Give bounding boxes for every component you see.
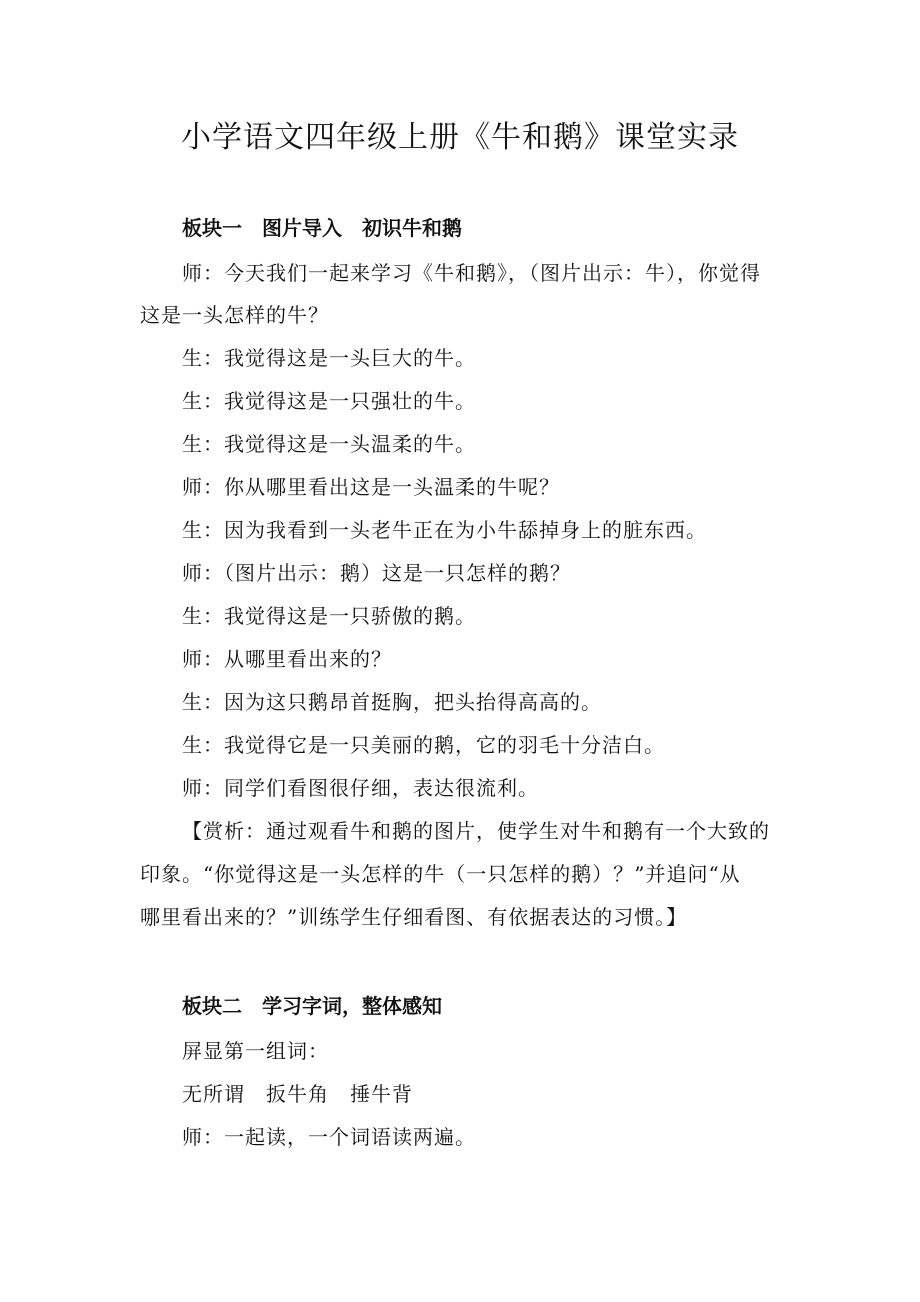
paragraph-line: 屏显第一组词： xyxy=(182,1039,329,1063)
paragraph-line: 师：你从哪里看出这是一头温柔的牛呢？ xyxy=(182,475,560,499)
paragraph-line: 师：一起读，一个词语读两遍。 xyxy=(182,1125,476,1149)
paragraph-line: 【赏析：通过观看牛和鹅的图片，使学生对牛和鹅有一个大致的 xyxy=(182,819,770,843)
paragraph-line: 师：（图片出示：鹅）这是一只怎样的鹅？ xyxy=(182,561,571,585)
paragraph-line: 师：同学们看图很仔细，表达很流利。 xyxy=(182,776,539,800)
paragraph-line: 生：因为这只鹅昂首挺胸，把头抬得高高的。 xyxy=(182,690,602,714)
paragraph-line: 印象。“你觉得这是一头怎样的牛（一只怎样的鹅）？”并追问“从 xyxy=(140,862,741,886)
paragraph-line: 师：今天我们一起来学习《牛和鹅》，（图片出示：牛），你觉得 xyxy=(182,261,761,285)
word-list: 无所谓 扳牛角 捶牛背 xyxy=(182,1082,413,1106)
paragraph-line: 生：我觉得它是一只美丽的鹅，它的羽毛十分洁白。 xyxy=(182,733,665,757)
paragraph-line: 生：我觉得这是一只强壮的牛。 xyxy=(182,389,476,413)
section-1-heading: 板块一 图片导入 初识牛和鹅 xyxy=(182,216,462,240)
paragraph-line: 师：从哪里看出来的？ xyxy=(182,647,392,671)
paragraph-line: 生：我觉得这是一头巨大的牛。 xyxy=(182,346,476,370)
paragraph-line: 生：我觉得这是一只骄傲的鹅。 xyxy=(182,604,476,628)
paragraph-line: 生：因为我看到一头老牛正在为小牛舔掉身上的脏东西。 xyxy=(182,518,707,542)
paragraph-line: 这是一头怎样的牛？ xyxy=(140,303,329,327)
paragraph-line: 哪里看出来的？”训练学生仔细看图、有依据表达的习惯。】 xyxy=(140,905,688,929)
section-2-heading: 板块二 学习字词，整体感知 xyxy=(182,994,442,1018)
paragraph-line: 生：我觉得这是一头温柔的牛。 xyxy=(182,432,476,456)
document-title: 小学语文四年级上册《牛和鹅》课堂实录 xyxy=(181,120,739,155)
